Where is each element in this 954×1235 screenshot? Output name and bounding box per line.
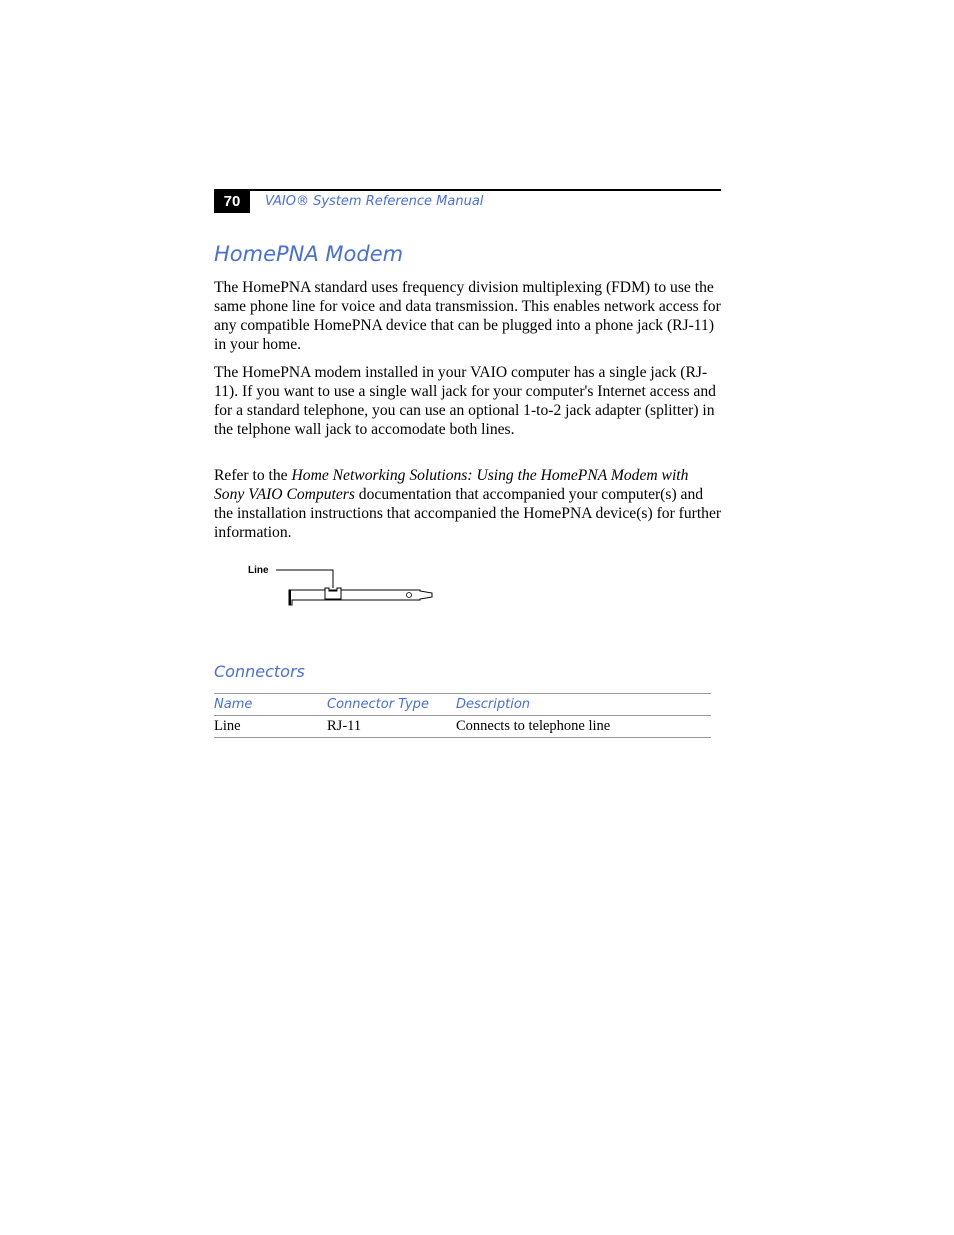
paragraph-refer xyxy=(214,466,722,542)
cell-description: Connects to telephone line xyxy=(456,716,711,738)
cell-name: Line xyxy=(214,716,327,738)
refer-after: documentation that accompanied your computer(s) and the installation instructions that accompanied the HomePNA device(s) for further information. xyxy=(214,486,722,541)
paragraph-jack: The HomePNA modem installed in your VAIO computer has a single jack (RJ-11). If you want to use a single wall jack for your computer's Internet access and for a standard telephone, you can use an optional 1-to-2 jack adapter (splitter) in the telphone wall jack to accomodate both lines. xyxy=(214,364,716,438)
bracket-outline xyxy=(289,590,432,605)
column-header-connector-type: Connector Type xyxy=(327,694,456,716)
column-header-description: Description xyxy=(456,694,711,716)
connectors-table xyxy=(214,693,711,738)
page-number: 70 xyxy=(214,191,250,213)
callout-leader xyxy=(276,570,333,588)
screw-hole-icon xyxy=(407,593,412,598)
table-header-row xyxy=(214,694,711,716)
header-rule xyxy=(214,189,721,191)
connectors-title: Connectors xyxy=(214,662,305,681)
callout-label-line: Line xyxy=(248,565,269,576)
modem-bracket-illustration xyxy=(240,558,440,608)
section-title: HomePNA Modem xyxy=(214,242,404,266)
running-title: VAIO® System Reference Manual xyxy=(265,194,484,209)
paragraph-fdm: The HomePNA standard uses frequency division multiplexing (FDM) to use the same phone line for voice and data transmission. This enables network access for any compatible HomePNA device that can be plugged into a phone jack (RJ-11) in your home. xyxy=(214,279,721,353)
column-header-name: Name xyxy=(214,694,327,716)
cell-connector-type: RJ-11 xyxy=(327,716,456,738)
refer-doc-title: Home Networking Solutions: Using the HomePNA Modem with Sony VAIO Computers xyxy=(214,467,689,503)
refer-before: Refer to the xyxy=(214,467,292,484)
table-row xyxy=(214,716,711,738)
